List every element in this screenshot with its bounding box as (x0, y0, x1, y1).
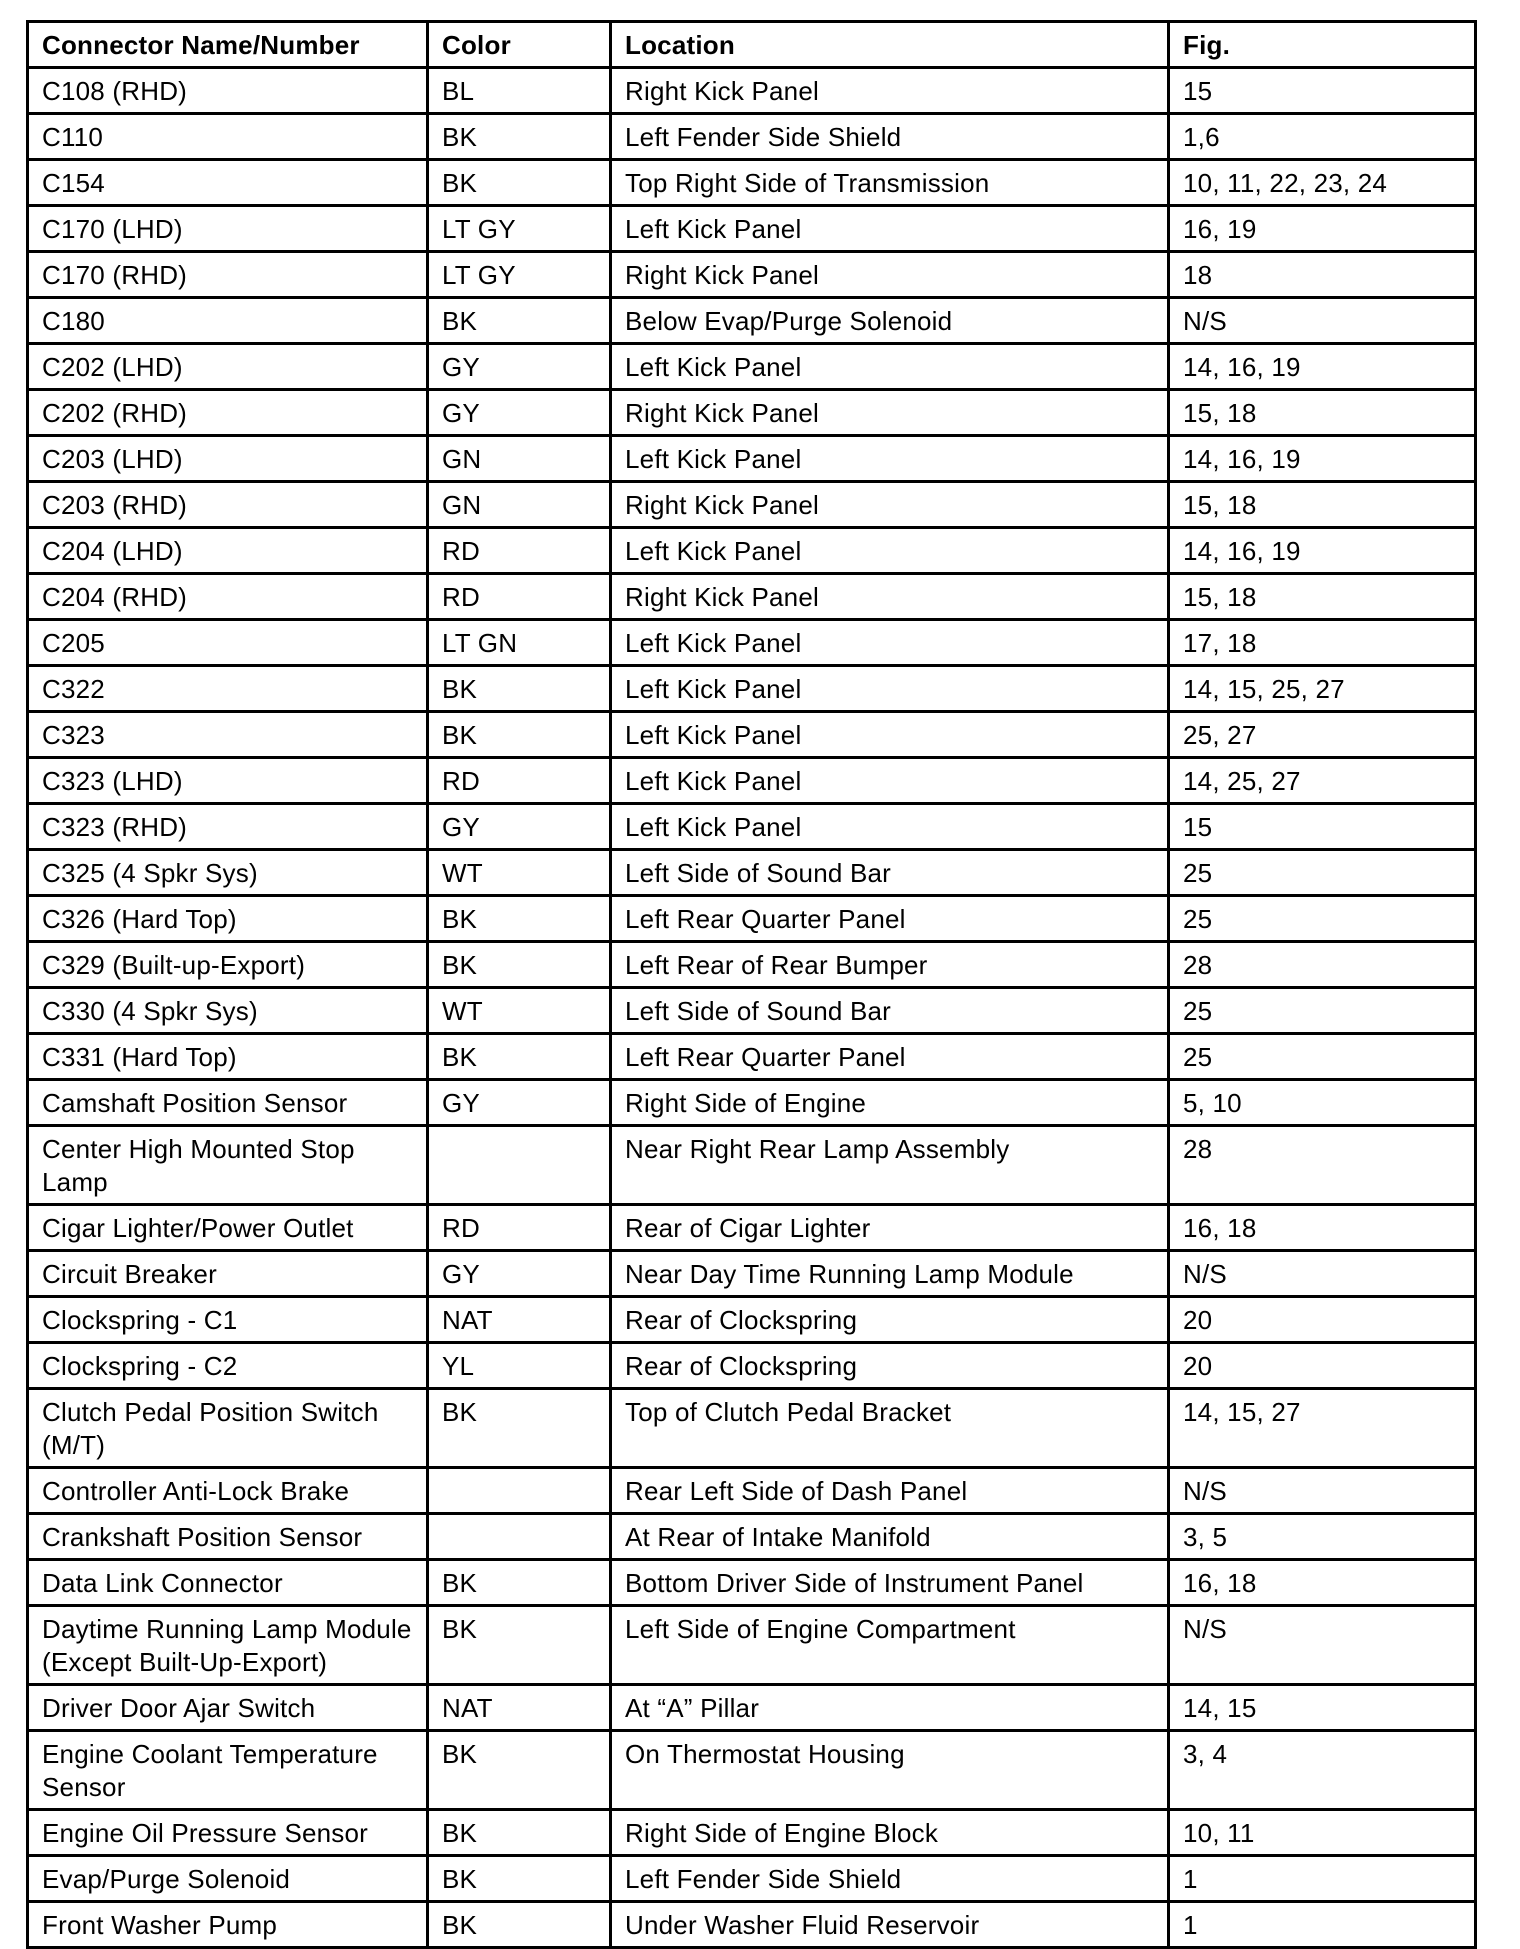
cell-color: GY (428, 1251, 611, 1297)
cell-location: Near Right Rear Lamp Assembly (611, 1126, 1169, 1205)
table-row (28, 1389, 1476, 1468)
cell-location: Left Fender Side Shield (611, 114, 1169, 160)
cell-fig: 16, 18 (1169, 1560, 1476, 1606)
cell-location: Left Rear of Rear Bumper (611, 942, 1169, 988)
header-fig: Fig. (1169, 22, 1476, 68)
cell-location: Left Fender Side Shield (611, 1856, 1169, 1902)
cell-fig: 25 (1169, 850, 1476, 896)
cell-color: BK (428, 114, 611, 160)
cell-color (428, 1514, 611, 1560)
cell-color: BK (428, 1560, 611, 1606)
cell-color: BK (428, 896, 611, 942)
cell-connector: C203 (LHD) (28, 436, 428, 482)
cell-location: Left Kick Panel (611, 620, 1169, 666)
cell-fig: 15, 18 (1169, 390, 1476, 436)
cell-location: Left Kick Panel (611, 666, 1169, 712)
table-row (28, 988, 1476, 1034)
cell-connector: Data Link Connector (28, 1560, 428, 1606)
cell-connector: C330 (4 Spkr Sys) (28, 988, 428, 1034)
cell-fig: 18 (1169, 252, 1476, 298)
table-body (28, 68, 1476, 1948)
table-row (28, 804, 1476, 850)
cell-location: Top of Clutch Pedal Bracket (611, 1389, 1169, 1468)
cell-connector: Cigar Lighter/Power Outlet (28, 1205, 428, 1251)
table-row (28, 1297, 1476, 1343)
cell-location: Left Kick Panel (611, 712, 1169, 758)
cell-color: BK (428, 1902, 611, 1948)
table-row (28, 160, 1476, 206)
cell-location: Rear of Clockspring (611, 1343, 1169, 1389)
connector-table (26, 20, 1477, 1949)
cell-location: Left Kick Panel (611, 344, 1169, 390)
cell-color: BK (428, 712, 611, 758)
table-row (28, 1856, 1476, 1902)
cell-connector: C202 (RHD) (28, 390, 428, 436)
cell-connector: C326 (Hard Top) (28, 896, 428, 942)
cell-color (428, 1126, 611, 1205)
cell-connector: C325 (4 Spkr Sys) (28, 850, 428, 896)
cell-color: WT (428, 988, 611, 1034)
header-row (28, 22, 1476, 68)
cell-location: Left Rear Quarter Panel (611, 896, 1169, 942)
cell-location: Rear Left Side of Dash Panel (611, 1468, 1169, 1514)
table-row (28, 1126, 1476, 1205)
cell-location: Right Kick Panel (611, 390, 1169, 436)
cell-fig: 16, 19 (1169, 206, 1476, 252)
cell-fig: 15, 18 (1169, 574, 1476, 620)
cell-color: NAT (428, 1297, 611, 1343)
table-row (28, 574, 1476, 620)
cell-color: BK (428, 666, 611, 712)
cell-color: GY (428, 804, 611, 850)
cell-color: RD (428, 1205, 611, 1251)
table-row (28, 298, 1476, 344)
cell-connector: C202 (LHD) (28, 344, 428, 390)
cell-location: Rear of Clockspring (611, 1297, 1169, 1343)
table-row (28, 1731, 1476, 1810)
cell-location: Right Kick Panel (611, 482, 1169, 528)
cell-color: BK (428, 160, 611, 206)
cell-fig: 14, 16, 19 (1169, 528, 1476, 574)
cell-connector: Evap/Purge Solenoid (28, 1856, 428, 1902)
cell-fig: 25, 27 (1169, 712, 1476, 758)
cell-color: GN (428, 482, 611, 528)
cell-location: On Thermostat Housing (611, 1731, 1169, 1810)
cell-color: GY (428, 390, 611, 436)
header-color: Color (428, 22, 611, 68)
cell-connector: Daytime Running Lamp Module (Except Built-Up-Export) (28, 1606, 428, 1685)
cell-connector: C108 (RHD) (28, 68, 428, 114)
table-row (28, 850, 1476, 896)
cell-color: BL (428, 68, 611, 114)
cell-connector: C323 (28, 712, 428, 758)
cell-location: Left Rear Quarter Panel (611, 1034, 1169, 1080)
cell-color: RD (428, 528, 611, 574)
table-row (28, 1514, 1476, 1560)
table-row (28, 1343, 1476, 1389)
cell-connector: Controller Anti-Lock Brake (28, 1468, 428, 1514)
table-row (28, 712, 1476, 758)
cell-connector: Front Washer Pump (28, 1902, 428, 1948)
cell-connector: C170 (LHD) (28, 206, 428, 252)
cell-connector: Clockspring - C1 (28, 1297, 428, 1343)
cell-connector: C204 (RHD) (28, 574, 428, 620)
cell-color: BK (428, 942, 611, 988)
cell-fig: 25 (1169, 896, 1476, 942)
cell-connector: C205 (28, 620, 428, 666)
cell-fig: 15, 18 (1169, 482, 1476, 528)
cell-fig: 10, 11, 22, 23, 24 (1169, 160, 1476, 206)
cell-color: BK (428, 1606, 611, 1685)
header-location: Location (611, 22, 1169, 68)
cell-location: Left Kick Panel (611, 528, 1169, 574)
table-row (28, 1468, 1476, 1514)
cell-connector: Circuit Breaker (28, 1251, 428, 1297)
table-row (28, 758, 1476, 804)
cell-location: At Rear of Intake Manifold (611, 1514, 1169, 1560)
table-row (28, 1606, 1476, 1685)
table-row (28, 1205, 1476, 1251)
cell-fig: N/S (1169, 1251, 1476, 1297)
cell-location: Left Kick Panel (611, 436, 1169, 482)
cell-connector: C204 (LHD) (28, 528, 428, 574)
cell-color: YL (428, 1343, 611, 1389)
cell-connector: C180 (28, 298, 428, 344)
cell-connector: Clockspring - C2 (28, 1343, 428, 1389)
table-row (28, 1080, 1476, 1126)
cell-fig: 25 (1169, 988, 1476, 1034)
cell-fig: 20 (1169, 1297, 1476, 1343)
cell-connector: C322 (28, 666, 428, 712)
cell-fig: 20 (1169, 1343, 1476, 1389)
cell-fig: 1 (1169, 1902, 1476, 1948)
cell-color: BK (428, 1034, 611, 1080)
cell-connector: C170 (RHD) (28, 252, 428, 298)
cell-location: Left Side of Engine Compartment (611, 1606, 1169, 1685)
cell-connector: C154 (28, 160, 428, 206)
table-row (28, 344, 1476, 390)
cell-fig: 10, 11 (1169, 1810, 1476, 1856)
cell-fig: 25 (1169, 1034, 1476, 1080)
cell-location: Bottom Driver Side of Instrument Panel (611, 1560, 1169, 1606)
table-row (28, 68, 1476, 114)
cell-color: LT GY (428, 206, 611, 252)
table-row (28, 1685, 1476, 1731)
cell-location: Rear of Cigar Lighter (611, 1205, 1169, 1251)
cell-color: NAT (428, 1685, 611, 1731)
cell-color: GY (428, 344, 611, 390)
cell-connector: C331 (Hard Top) (28, 1034, 428, 1080)
table-row (28, 1560, 1476, 1606)
cell-color: BK (428, 1731, 611, 1810)
cell-location: Left Side of Sound Bar (611, 988, 1169, 1034)
cell-location: At “A” Pillar (611, 1685, 1169, 1731)
cell-fig: 17, 18 (1169, 620, 1476, 666)
cell-fig: 16, 18 (1169, 1205, 1476, 1251)
cell-location: Left Kick Panel (611, 804, 1169, 850)
cell-connector: C203 (RHD) (28, 482, 428, 528)
cell-location: Under Washer Fluid Reservoir (611, 1902, 1169, 1948)
connector-table-container (26, 20, 1474, 1949)
table-header (28, 22, 1476, 68)
table-row (28, 482, 1476, 528)
table-row (28, 206, 1476, 252)
cell-location: Right Kick Panel (611, 252, 1169, 298)
cell-color: GN (428, 436, 611, 482)
cell-fig: 1 (1169, 1856, 1476, 1902)
cell-color: BK (428, 1810, 611, 1856)
cell-fig: 14, 15, 25, 27 (1169, 666, 1476, 712)
cell-connector: Driver Door Ajar Switch (28, 1685, 428, 1731)
cell-connector: C329 (Built-up-Export) (28, 942, 428, 988)
cell-location: Right Kick Panel (611, 574, 1169, 620)
cell-color: BK (428, 298, 611, 344)
cell-fig: 14, 16, 19 (1169, 344, 1476, 390)
cell-connector: Engine Oil Pressure Sensor (28, 1810, 428, 1856)
cell-connector: Center High Mounted Stop Lamp (28, 1126, 428, 1205)
cell-color: LT GY (428, 252, 611, 298)
table-row (28, 1902, 1476, 1948)
cell-fig: 3, 5 (1169, 1514, 1476, 1560)
cell-location: Left Kick Panel (611, 206, 1169, 252)
cell-color: GY (428, 1080, 611, 1126)
cell-color: BK (428, 1856, 611, 1902)
cell-color: WT (428, 850, 611, 896)
table-row (28, 1034, 1476, 1080)
cell-connector: C323 (LHD) (28, 758, 428, 804)
cell-location: Right Kick Panel (611, 68, 1169, 114)
table-row (28, 942, 1476, 988)
cell-fig: 1,6 (1169, 114, 1476, 160)
cell-location: Left Kick Panel (611, 758, 1169, 804)
cell-connector: Crankshaft Position Sensor (28, 1514, 428, 1560)
cell-color: RD (428, 758, 611, 804)
cell-fig: N/S (1169, 298, 1476, 344)
cell-fig: 28 (1169, 1126, 1476, 1205)
table-row (28, 666, 1476, 712)
cell-color: BK (428, 1389, 611, 1468)
cell-color: LT GN (428, 620, 611, 666)
cell-connector: C110 (28, 114, 428, 160)
cell-location: Near Day Time Running Lamp Module (611, 1251, 1169, 1297)
table-row (28, 528, 1476, 574)
table-row (28, 436, 1476, 482)
cell-color (428, 1468, 611, 1514)
cell-fig: N/S (1169, 1468, 1476, 1514)
cell-location: Right Side of Engine Block (611, 1810, 1169, 1856)
header-connector: Connector Name/Number (28, 22, 428, 68)
cell-fig: 15 (1169, 804, 1476, 850)
cell-color: RD (428, 574, 611, 620)
table-row (28, 252, 1476, 298)
cell-location: Below Evap/Purge Solenoid (611, 298, 1169, 344)
cell-connector: Clutch Pedal Position Switch (M/T) (28, 1389, 428, 1468)
cell-connector: C323 (RHD) (28, 804, 428, 850)
cell-location: Right Side of Engine (611, 1080, 1169, 1126)
cell-connector: Engine Coolant Temperature Sensor (28, 1731, 428, 1810)
table-row (28, 1251, 1476, 1297)
cell-fig: 14, 15 (1169, 1685, 1476, 1731)
cell-fig: 14, 16, 19 (1169, 436, 1476, 482)
cell-fig: 28 (1169, 942, 1476, 988)
cell-fig: 5, 10 (1169, 1080, 1476, 1126)
cell-fig: 15 (1169, 68, 1476, 114)
table-row (28, 1810, 1476, 1856)
cell-location: Left Side of Sound Bar (611, 850, 1169, 896)
cell-fig: N/S (1169, 1606, 1476, 1685)
cell-fig: 3, 4 (1169, 1731, 1476, 1810)
cell-fig: 14, 15, 27 (1169, 1389, 1476, 1468)
table-row (28, 620, 1476, 666)
table-row (28, 390, 1476, 436)
table-row (28, 114, 1476, 160)
cell-connector: Camshaft Position Sensor (28, 1080, 428, 1126)
cell-location: Top Right Side of Transmission (611, 160, 1169, 206)
cell-fig: 14, 25, 27 (1169, 758, 1476, 804)
table-row (28, 896, 1476, 942)
